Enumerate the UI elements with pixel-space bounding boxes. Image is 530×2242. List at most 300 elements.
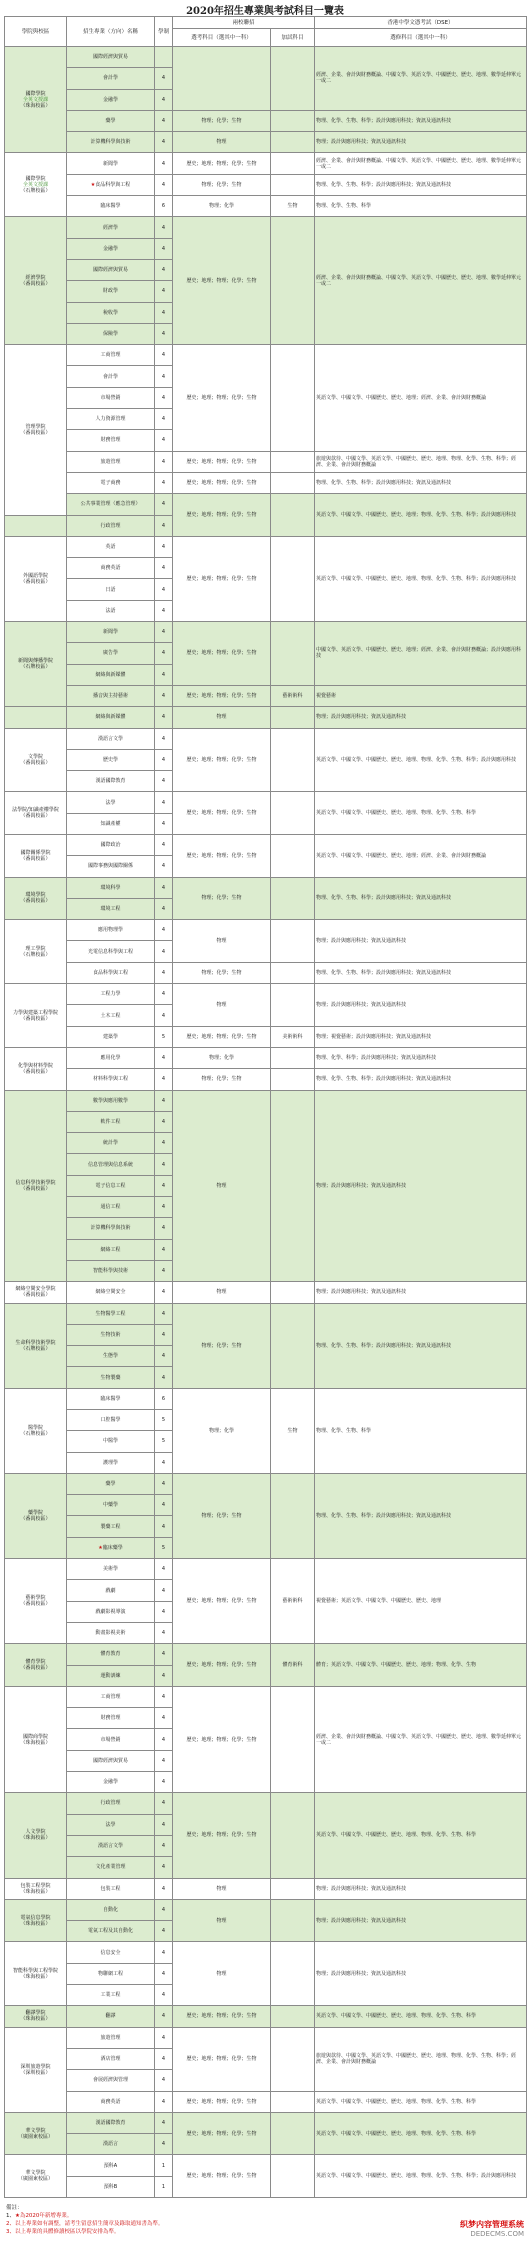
college-name: 生命科學技術學院 [15, 1339, 56, 1346]
college-campus: （番禺校區） [20, 1292, 51, 1299]
major-name: 市場營銷 [100, 394, 121, 401]
major-name: 商務英語 [100, 2098, 121, 2105]
major-cell [67, 1793, 155, 1814]
hkdse-subjects-cell: 物理；設計與應用科技；資訊及通訊科技 [315, 1942, 527, 2006]
major-cell [67, 1282, 155, 1303]
major-cell [67, 259, 155, 280]
major-cell [67, 47, 155, 68]
years-cell: 4 [155, 834, 173, 855]
major-cell [67, 1473, 155, 1494]
major-cell [67, 1026, 155, 1047]
hkdse-subjects-cell: 物理、化學、生物、科學；設計與應用科技；資訊及通訊科技 [315, 1473, 527, 1558]
extra-subject-cell [271, 1942, 315, 2006]
major-cell [67, 110, 155, 131]
major-cell [67, 877, 155, 898]
extra-subject-cell [271, 2091, 315, 2112]
table-row [5, 1047, 527, 1068]
select-subjects-cell: 歷史；地理；物理；化學；生物 [173, 494, 271, 537]
major-cell [67, 1431, 155, 1452]
college-name: 包裝工程學院 [20, 1882, 51, 1889]
major-cell [67, 2048, 155, 2069]
college-cell [5, 728, 67, 792]
major-cell [67, 920, 155, 941]
major-name: 動畫影視美術 [95, 1630, 126, 1637]
years-cell: 4 [155, 1729, 173, 1750]
college-campus: （番禺校區） [20, 1515, 51, 1522]
select-subjects-cell: 物理；化學；生物 [173, 1473, 271, 1558]
college-campus: （番禺校區） [20, 578, 51, 585]
years-cell: 4 [155, 1367, 173, 1388]
hkdse-subjects-cell: 旅遊與款待、中國文學、英語文學、中國歷史、歷史、地理、物理、化學、生物、科學；經濟、企業、會計與財務概論 [315, 2027, 527, 2091]
college-cell [5, 345, 67, 515]
select-subjects-cell: 歷史；地理；物理；化學；生物 [173, 1644, 271, 1687]
college-note: 全英文授課 [22, 181, 48, 188]
major-cell [67, 984, 155, 1005]
select-subjects-cell: 物理 [173, 920, 271, 963]
table-row [5, 920, 527, 941]
hkdse-subjects-cell: 物理、化學、生物、科學；設計與應用科技；資訊及通訊科技 [315, 1069, 527, 1090]
extra-subject-cell: 美術術科 [271, 1026, 315, 1047]
years-cell [155, 47, 173, 68]
extra-subject-cell [271, 2155, 315, 2198]
select-subjects-cell: 物理；化學 [173, 1047, 271, 1068]
college-name: 網絡空間安全學院 [15, 1286, 56, 1293]
major-name: 智能科學與技術 [92, 1268, 128, 1275]
years-cell: 4 [155, 1047, 173, 1068]
college-name: 環境學院 [25, 892, 46, 899]
major-name: 網絡與新媒體 [95, 714, 126, 721]
major-name: 金融學 [102, 245, 118, 252]
years-cell: 4 [155, 323, 173, 344]
select-subjects-cell: 物理；化學 [173, 196, 271, 217]
years-cell: 4 [155, 2048, 173, 2069]
major-name: 戲劇影視導演 [95, 1608, 126, 1615]
major-name: 知識產權 [100, 820, 121, 827]
years-cell: 4 [155, 685, 173, 706]
major-name: 護理學 [102, 1459, 118, 1466]
major-cell [67, 1388, 155, 1409]
major-cell [67, 2155, 155, 2176]
table-row [5, 1303, 527, 1324]
major-cell [67, 2134, 155, 2155]
college-cell [5, 1388, 67, 1473]
major-cell [67, 238, 155, 259]
select-subjects-cell: 歷史；地理；物理；化學；生物 [173, 153, 271, 174]
college-cell [5, 1559, 67, 1644]
years-cell: 4 [155, 1346, 173, 1367]
major-cell [67, 1622, 155, 1643]
star-icon: ★ [98, 1544, 103, 1551]
college-campus: （番禺校區） [20, 813, 51, 820]
college-campus: （番禺校區） [20, 759, 51, 766]
major-name: 人力資源管理 [95, 416, 126, 423]
years-cell: 4 [155, 409, 173, 430]
major-name: 土木工程 [100, 1012, 121, 1019]
major-cell [67, 1111, 155, 1132]
major-cell [67, 494, 155, 515]
table-row [5, 2112, 527, 2133]
major-cell [67, 1410, 155, 1431]
extra-subject-cell [271, 920, 315, 963]
select-subjects-cell: 物理 [173, 707, 271, 728]
major-name: 生物醫學工程 [95, 1310, 126, 1317]
major-cell [67, 536, 155, 557]
hkdse-subjects-cell: 英語文學、中國文學、中國歷史、歷史、地理；經濟、企業、會計與財務概論 [315, 345, 527, 451]
major-name: 公共事業管理（應急管理） [80, 501, 141, 508]
years-cell: 4 [155, 558, 173, 579]
table-row [5, 1644, 527, 1665]
years-cell: 4 [155, 2112, 173, 2133]
select-subjects-cell: 歷史；地理；物理；化學；生物 [173, 685, 271, 706]
table-row [5, 792, 527, 813]
years-cell: 4 [155, 1708, 173, 1729]
major-name: 旅遊管理 [100, 458, 121, 465]
years-cell: 4 [155, 1644, 173, 1665]
major-cell [67, 515, 155, 536]
years-cell: 4 [155, 1665, 173, 1686]
extra-subject-cell [271, 47, 315, 111]
table-row [5, 2155, 527, 2176]
college-cell [5, 1473, 67, 1558]
college-name: 藝術學院 [25, 1595, 46, 1602]
hkdse-subjects-cell: 英語文學、中國文學、中國歷史、歷史、地理、物理、化學、生物、科學 [315, 2091, 527, 2112]
college-cell [5, 2112, 67, 2155]
college-campus: （石牌校區） [20, 664, 51, 671]
college-campus: （石牌校區） [20, 1345, 51, 1352]
major-name: 金融學 [102, 1779, 118, 1786]
college-cell [5, 536, 67, 621]
note-1 [6, 2212, 366, 2220]
hkdse-subjects-cell: 體育；英語文學、中國文學、中國歷史、歷史、地理；物理、化學、生物 [315, 1644, 527, 1687]
hkdse-subjects-cell: 物理；設計與應用科技；資訊及通訊科技 [315, 984, 527, 1027]
years-cell: 4 [155, 1303, 173, 1324]
college-name: 國際學院 [25, 175, 46, 182]
major-cell [67, 643, 155, 664]
select-subjects-cell: 歷史；地理；物理；化學；生物 [173, 1026, 271, 1047]
major-name: 文化產業管理 [95, 1864, 126, 1871]
years-cell: 4 [155, 579, 173, 600]
major-name: 保險學 [102, 331, 118, 337]
major-name: 應用物理學 [97, 927, 123, 934]
years-cell: 4 [155, 494, 173, 515]
extra-subject-cell [271, 451, 315, 472]
major-name: 臨床醫學 [100, 1395, 121, 1402]
college-cell [5, 707, 67, 728]
extra-subject-cell [271, 345, 315, 451]
years-cell: 4 [155, 749, 173, 770]
hkdse-subjects-cell: 旅遊與款待、中國文學、英語文學、中國歷史、歷史、地理、物理、化學、生物、科學；經濟、企業、會計與財務概論 [315, 451, 527, 472]
major-name: 國際事務與國際關係 [87, 863, 133, 870]
select-subjects-cell: 物理；化學 [173, 1388, 271, 1473]
note-1-prefix: 1、 [6, 2213, 15, 2219]
college-name: 體育學院 [25, 1659, 46, 1666]
years-cell: 4 [155, 1963, 173, 1984]
extra-subject-cell [271, 2112, 315, 2155]
major-name: 體育教育 [100, 1651, 121, 1658]
major-cell [67, 1772, 155, 1793]
major-name: 食品科學與工程 [92, 969, 128, 976]
extra-subject-cell [271, 494, 315, 537]
years-cell: 4 [155, 515, 173, 536]
years-cell: 4 [155, 2006, 173, 2027]
years-cell: 4 [155, 1175, 173, 1196]
years-cell: 4 [155, 2091, 173, 2112]
college-cell [5, 1878, 67, 1899]
hkdse-subjects-cell: 物理、化學、生物、科學；設計與應用科技；資訊及通訊科技 [315, 174, 527, 195]
header-major: 招生專業（方向）名稱 [67, 17, 155, 47]
college-cell [5, 792, 67, 835]
major-name: 電子商務 [100, 480, 121, 487]
select-subjects-cell: 歷史；地理；物理；化學；生物 [173, 1686, 271, 1792]
major-name: 預科A [103, 2162, 118, 2169]
table-row [5, 1026, 527, 1047]
extra-subject-cell [271, 2006, 315, 2027]
college-name: 智能科學與工程學院 [12, 1967, 58, 1974]
major-cell [67, 1963, 155, 1984]
hkdse-subjects-cell: 英語文學、中國文學、中國歷史、歷史、地理、物理、化學、生物、科學 [315, 1793, 527, 1878]
college-name: 華文學院 [25, 2170, 46, 2177]
extra-subject-cell: 藝術術科 [271, 1559, 315, 1644]
major-name: 法語 [105, 607, 116, 614]
years-cell: 4 [155, 1069, 173, 1090]
major-cell [67, 1580, 155, 1601]
extra-subject-cell [271, 472, 315, 493]
hkdse-subjects-cell: 經濟、企業、會計與財務概論、中國文學、英語文學、中國歷史、歷史、地理、數學延伸單元一或二 [315, 217, 527, 345]
years-cell: 4 [155, 1197, 173, 1218]
major-cell [67, 1175, 155, 1196]
select-subjects-cell: 物理 [173, 1878, 271, 1899]
years-cell: 4 [155, 1772, 173, 1793]
extra-subject-cell: 生物 [271, 196, 315, 217]
college-campus: （番禺校區） [20, 1601, 51, 1608]
college-campus: （石牌校區） [20, 1430, 51, 1437]
years-cell: 4 [155, 536, 173, 557]
hkdse-subjects-cell: 物理；設計與應用科技；資訊及通訊科技 [315, 132, 527, 153]
college-name: 國際商學院 [22, 1733, 48, 1740]
years-cell: 4 [155, 238, 173, 259]
hkdse-subjects-cell: 物理、化學、生物、科學；設計與應用科技；資訊及通訊科技 [315, 1303, 527, 1388]
years-cell: 4 [155, 281, 173, 302]
note-2: 2、以上專業如有調整，請考生留意招生簡章及錄取通知書為準。 [6, 2221, 164, 2227]
header-college: 學院與校區 [5, 17, 67, 47]
major-cell [67, 685, 155, 706]
major-cell [67, 2027, 155, 2048]
major-cell [67, 1260, 155, 1281]
college-name: 華文學院 [25, 2127, 46, 2134]
major-name: 網絡空間安全 [95, 1289, 126, 1296]
college-name: 經濟學院 [25, 274, 46, 281]
table-row [5, 196, 527, 217]
major-name: 財政學 [102, 288, 118, 295]
major-cell [67, 1878, 155, 1899]
college-name: 翻譯學院 [25, 2010, 46, 2017]
extra-subject-cell [271, 728, 315, 792]
college-campus: （番禺校區） [20, 855, 51, 862]
major-cell [67, 302, 155, 323]
major-cell [67, 749, 155, 770]
hkdse-subjects-cell: 物理；視覺藝術；設計與應用科技；資訊及通訊科技 [315, 1026, 527, 1047]
college-cell [5, 2027, 67, 2112]
extra-subject-cell [271, 622, 315, 686]
major-cell [67, 898, 155, 919]
table-row [5, 1686, 527, 1707]
major-cell [67, 1814, 155, 1835]
college-campus: （珠海校區） [20, 1888, 51, 1895]
select-subjects-cell: 物理；化學；生物 [173, 174, 271, 195]
major-name: 中醫學 [102, 1438, 118, 1445]
major-name: 會展經濟與管理 [92, 2077, 128, 2084]
extra-subject-cell [271, 217, 315, 345]
table-row [5, 877, 527, 898]
header-extra: 加試科目 [271, 29, 315, 47]
major-name: 藥學 [105, 118, 116, 125]
hkdse-subjects-cell: 視覺藝術；英語文學、中國文學、中國歷史、歷史、地理 [315, 1559, 527, 1644]
note-1-text: 為2020年新增專業。 [19, 2213, 73, 2219]
college-cell [5, 1090, 67, 1282]
watermark [460, 2219, 524, 2238]
major-name: 歷史學 [102, 756, 118, 763]
major-name: 包裝工程 [100, 1885, 121, 1892]
years-cell: 4 [155, 1495, 173, 1516]
years-cell: 4 [155, 1793, 173, 1814]
college-name: 人文學院 [25, 1829, 46, 1836]
table-row [5, 834, 527, 855]
major-name: 漢語國際教育 [95, 778, 126, 785]
table-row [5, 707, 527, 728]
years-cell: 4 [155, 2027, 173, 2048]
major-cell [67, 622, 155, 643]
extra-subject-cell [271, 962, 315, 983]
major-name: 口腔醫學 [100, 1417, 121, 1424]
college-name: 藥學院 [27, 1509, 43, 1516]
major-name: 漢語言文學 [97, 1843, 123, 1850]
hkdse-subjects-cell: 物理、化學、生物、科學；設計與應用科技；資訊及通訊科技 [315, 962, 527, 983]
extra-subject-cell [271, 1899, 315, 1942]
years-cell: 4 [155, 1750, 173, 1771]
years-cell: 1 [155, 2176, 173, 2197]
college-campus: （珠海校區） [20, 1835, 51, 1842]
extra-subject-cell [271, 2027, 315, 2091]
major-cell [67, 1495, 155, 1516]
major-cell [67, 600, 155, 621]
major-cell [67, 1346, 155, 1367]
select-subjects-cell: 歷史；地理；物理；化學；生物 [173, 622, 271, 686]
college-cell [5, 622, 67, 707]
years-cell: 4 [155, 1516, 173, 1537]
college-name: 管理學院 [25, 423, 46, 430]
table-row [5, 1282, 527, 1303]
major-name: 運動訓練 [100, 1672, 121, 1679]
years-cell: 4 [155, 345, 173, 366]
years-cell: 4 [155, 1324, 173, 1345]
college-name: 文學院 [27, 753, 43, 760]
college-campus: （番禺校區） [20, 280, 51, 287]
college-name: 醫學院 [27, 1424, 43, 1431]
extra-subject-cell [271, 110, 315, 131]
hkdse-subjects-cell: 物理；設計與應用科技；資訊及通訊科技 [315, 1899, 527, 1942]
major-name: 法學 [105, 799, 116, 806]
major-cell [67, 1516, 155, 1537]
extra-subject-cell [271, 1069, 315, 1090]
college-cell [5, 2006, 67, 2027]
college-cell [5, 1899, 67, 1942]
select-subjects-cell: 物理 [173, 1090, 271, 1282]
major-cell [67, 962, 155, 983]
years-cell: 4 [155, 366, 173, 387]
college-cell [5, 1282, 67, 1303]
college-campus: （番禺校區） [20, 1665, 51, 1672]
hkdse-subjects-cell: 中國文學、英語文學、中國歷史、歷史、地理；經濟、企業、會計與財務概論；設計與應用科技 [315, 622, 527, 686]
years-cell: 4 [155, 771, 173, 792]
college-name: 化學與材料學院 [17, 1062, 53, 1069]
major-cell [67, 1133, 155, 1154]
major-cell [67, 1324, 155, 1345]
table-row [5, 962, 527, 983]
college-note: 全英文授課 [22, 96, 48, 103]
major-name: 應用化學 [100, 1055, 121, 1062]
select-subjects-cell: 物理 [173, 1899, 271, 1942]
years-cell: 4 [155, 941, 173, 962]
major-cell [67, 1899, 155, 1920]
years-cell: 4 [155, 813, 173, 834]
table-row [5, 1878, 527, 1899]
table-row [5, 1559, 527, 1580]
select-subjects-cell: 歷史；地理；物理；化學；生物 [173, 345, 271, 451]
major-name: 環境工程 [100, 906, 121, 913]
years-cell: 4 [155, 1090, 173, 1111]
table-row [5, 622, 527, 643]
years-cell: 4 [155, 2134, 173, 2155]
major-name: 材料科學與工程 [92, 1076, 128, 1083]
major-cell [67, 1665, 155, 1686]
major-name: 工業工程 [100, 1992, 121, 1999]
college-campus: （番禺校區） [20, 898, 51, 905]
years-cell: 4 [155, 1239, 173, 1260]
years-cell: 4 [155, 1260, 173, 1281]
major-cell [67, 409, 155, 430]
years-cell: 4 [155, 153, 173, 174]
select-subjects-cell: 物理；化學；生物 [173, 962, 271, 983]
extra-subject-cell [271, 1303, 315, 1388]
major-name: 網絡工程 [100, 1246, 121, 1253]
watermark-title: 织梦内容管理系统 [460, 2220, 524, 2229]
table-row [5, 153, 527, 174]
major-name: 電氣工程及其自動化 [87, 1928, 133, 1935]
hkdse-subjects-cell: 物理、化學、生物、科學 [315, 196, 527, 217]
major-cell [67, 941, 155, 962]
major-name: 食品科學與工程 [95, 181, 131, 188]
years-cell: 4 [155, 451, 173, 472]
years-cell: 4 [155, 856, 173, 877]
extra-subject-cell [271, 1282, 315, 1303]
extra-subject-cell [271, 1473, 315, 1558]
years-cell: 4 [155, 1473, 173, 1494]
years-cell: 4 [155, 430, 173, 451]
select-subjects-cell: 物理 [173, 132, 271, 153]
select-subjects-cell: 歷史；地理；物理；化學；生物 [173, 1793, 271, 1878]
major-name: 新聞學 [102, 160, 118, 167]
college-cell [5, 1793, 67, 1878]
major-name: 法學 [105, 1821, 116, 1828]
major-name: 統計學 [102, 1140, 118, 1147]
major-name: 稅收學 [102, 309, 118, 316]
major-name: 自動化 [102, 1906, 118, 1913]
years-cell: 4 [155, 1622, 173, 1643]
years-cell: 4 [155, 1942, 173, 1963]
major-cell [67, 1537, 155, 1558]
major-cell [67, 1750, 155, 1771]
hkdse-subjects-cell: 物理、化學、生物、科學；設計與應用科技；資訊及通訊科技 [315, 877, 527, 920]
